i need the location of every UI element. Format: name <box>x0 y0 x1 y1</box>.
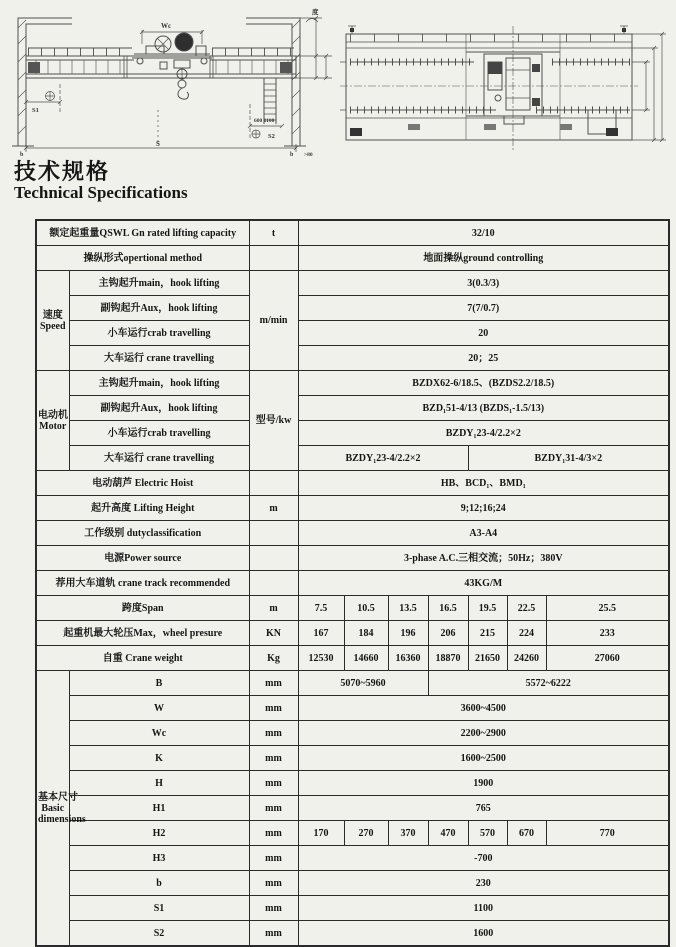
cell-value: 20；25 <box>298 346 669 371</box>
cell-value: 7(7/0.7) <box>298 296 669 321</box>
cell-value: 16.5 <box>428 596 468 621</box>
cell-label: 起升高度 Lifting Height <box>36 496 249 521</box>
left-wall <box>12 18 72 146</box>
row-dim-S2 <box>36 921 669 947</box>
row-crane-weight <box>36 646 669 671</box>
cell-value: 10.5 <box>344 596 388 621</box>
cell-value: 13.5 <box>388 596 428 621</box>
cell-value: BZDY₁23-4/2.2×2 <box>298 421 669 446</box>
cell-value: 43KG/M <box>298 571 669 596</box>
cell-value: 1900 <box>298 771 669 796</box>
cell-value: 2200~2900 <box>298 721 669 746</box>
cell-value: 7.5 <box>298 596 344 621</box>
cell-value: 12530 <box>298 646 344 671</box>
cell-label: 额定起重量QSWL Gn rated lifting capacity <box>36 220 249 246</box>
cell-label: H2 <box>69 821 249 846</box>
page-title-en: Technical Specifications <box>14 183 188 203</box>
cell-value: 1100 <box>298 896 669 921</box>
cell-value: 370 <box>388 821 428 846</box>
cell-value: A3-A4 <box>298 521 669 546</box>
right-end-truck <box>280 62 292 73</box>
cell-value: 196 <box>388 621 428 646</box>
row-dim-B <box>36 671 669 696</box>
cell-label: K <box>69 746 249 771</box>
cell-value: -700 <box>298 846 669 871</box>
cell-unit: Kg <box>249 646 298 671</box>
cell-unit: t <box>249 220 298 246</box>
row-rated-capacity <box>36 220 669 246</box>
cell-value: 233 <box>546 621 669 646</box>
row-dim-H3 <box>36 846 669 871</box>
cell-unit: mm <box>249 921 298 947</box>
cell-label: 电动葫芦 Electric Hoist <box>36 471 249 496</box>
row-electric-hoist <box>36 471 669 496</box>
cell-label: b <box>69 871 249 896</box>
trolley <box>132 33 212 99</box>
cell-value: 3-phase A.C.三相交流；50Hz；380V <box>298 546 669 571</box>
cell-value: 32/10 <box>298 220 669 246</box>
specification-table <box>35 219 670 947</box>
cell-label: Wc <box>69 721 249 746</box>
bridge-girder <box>26 56 296 78</box>
cell-value: BZDX62-6/18.5、(BZDS2.2/18.5) <box>298 371 669 396</box>
cell-value: 270 <box>344 821 388 846</box>
row-dim-Wc <box>36 721 669 746</box>
cell-unit <box>249 246 298 271</box>
cell-label: 副钩起升Aux，hook lifting <box>69 396 249 421</box>
plan-dimension-lines <box>340 32 666 142</box>
row-power-source <box>36 546 669 571</box>
hook-block <box>178 80 186 88</box>
motor <box>175 33 193 51</box>
page-title-zh: 技术规格 <box>14 159 111 184</box>
row-motor-crab <box>36 421 669 446</box>
row-dim-W <box>36 696 669 721</box>
cell-value: 206 <box>428 621 468 646</box>
cell-unit: mm <box>249 796 298 821</box>
cell-value: 24260 <box>507 646 546 671</box>
cell-value: 1600~2500 <box>298 746 669 771</box>
cell-unit <box>249 571 298 596</box>
cell-value: 18870 <box>428 646 468 671</box>
row-wheel-pressure <box>36 621 669 646</box>
cell-value: 20 <box>298 321 669 346</box>
cell-unit: m/min <box>249 271 298 371</box>
cell-unit: KN <box>249 621 298 646</box>
cell-label: H <box>69 771 249 796</box>
row-motor-main-hook <box>36 371 669 396</box>
cell-value: 3(0.3/3) <box>298 271 669 296</box>
hook <box>178 88 188 99</box>
cell-label: B <box>69 671 249 696</box>
row-crane-track <box>36 571 669 596</box>
cell-value: 167 <box>298 621 344 646</box>
cell-value: 25.5 <box>546 596 669 621</box>
dim-label-s2: S2 <box>268 133 275 140</box>
cell-value-b: BZDY₁31-4/3×2 <box>468 446 669 471</box>
cell-label: 荐用大车道轨 crane track recommended <box>36 571 249 596</box>
left-end-truck <box>28 62 40 73</box>
row-motor-crane <box>36 446 669 471</box>
dim-label-b-right: b <box>290 152 294 158</box>
dim-label-s1: S1 <box>32 107 39 114</box>
crane-plan-drawing <box>338 4 672 158</box>
row-dim-b <box>36 871 669 896</box>
cell-value: 1600 <box>298 921 669 947</box>
cell-unit: mm <box>249 846 298 871</box>
row-dim-H1 <box>36 796 669 821</box>
corner-note: >80 <box>304 152 313 158</box>
cell-value: 765 <box>298 796 669 821</box>
cell-label: S2 <box>69 921 249 947</box>
row-speed-main-hook <box>36 271 669 296</box>
cell-unit: mm <box>249 721 298 746</box>
row-dim-H <box>36 771 669 796</box>
cell-label: 工作级别 dutyclassification <box>36 521 249 546</box>
cell-unit <box>249 471 298 496</box>
cell-value-b: 5572~6222 <box>428 671 669 696</box>
cell-label: 自重 Crane weight <box>36 646 249 671</box>
row-dim-H2 <box>36 821 669 846</box>
group-basic-dimensions: 基本尺寸 Basic dimensions <box>36 671 69 947</box>
cell-label: 大车运行 crane travelling <box>69 346 249 371</box>
cell-value-a: 5070~5960 <box>298 671 428 696</box>
dim-label-b-left: b <box>20 152 24 158</box>
group-motor: 电动机 Motor <box>36 371 69 471</box>
cell-value: 170 <box>298 821 344 846</box>
buffers <box>348 26 628 34</box>
cell-value: 16360 <box>388 646 428 671</box>
ladder-dims-label: 600 1100 <box>254 118 275 124</box>
cell-unit: mm <box>249 871 298 896</box>
row-dim-K <box>36 746 669 771</box>
cell-unit: m <box>249 496 298 521</box>
cell-label: 起重机最大轮压Max，wheel presure <box>36 621 249 646</box>
crane-elevation-drawing <box>6 4 338 158</box>
wheel-block-left <box>350 128 362 136</box>
cell-value: 地面操纵ground controlling <box>298 246 669 271</box>
cell-label: H1 <box>69 796 249 821</box>
cell-value: 215 <box>468 621 507 646</box>
row-operational-method <box>36 246 669 271</box>
cell-label: 小车运行crab travelling <box>69 421 249 446</box>
cell-unit: mm <box>249 746 298 771</box>
cell-label: 主钩起升main，hook lifting <box>69 271 249 296</box>
cell-value: 27060 <box>546 646 669 671</box>
cell-unit: mm <box>249 771 298 796</box>
cell-value: 22.5 <box>507 596 546 621</box>
cell-value: 224 <box>507 621 546 646</box>
cell-value: 21650 <box>468 646 507 671</box>
cell-label: H3 <box>69 846 249 871</box>
row-dim-S1 <box>36 896 669 921</box>
row-motor-aux-hook <box>36 396 669 421</box>
cell-value: 9;12;16;24 <box>298 496 669 521</box>
dim-label-span: S <box>156 140 160 148</box>
cell-unit: mm <box>249 821 298 846</box>
group-speed: 速度 Speed <box>36 271 69 371</box>
cell-unit: mm <box>249 896 298 921</box>
row-duty-class <box>36 521 669 546</box>
cell-label: 小车运行crab travelling <box>69 321 249 346</box>
row-speed-crane <box>36 346 669 371</box>
row-speed-aux-hook <box>36 296 669 321</box>
cell-label: 大车运行 crane travelling <box>69 446 249 471</box>
camber-label: 度 <box>312 9 319 16</box>
cell-label: 主钩起升main，hook lifting <box>69 371 249 396</box>
wheel-block-right <box>606 128 618 136</box>
cell-label: S1 <box>69 896 249 921</box>
cell-value: 770 <box>546 821 669 846</box>
cell-unit: 型号/kw <box>249 371 298 471</box>
cell-value: 670 <box>507 821 546 846</box>
cell-value: 470 <box>428 821 468 846</box>
row-speed-crab <box>36 321 669 346</box>
cell-label: 电源Power source <box>36 546 249 571</box>
cell-unit <box>249 521 298 546</box>
cell-value: 19.5 <box>468 596 507 621</box>
cell-value-a: BZDY₁23-4/2.2×2 <box>298 446 468 471</box>
cell-value: 570 <box>468 821 507 846</box>
cell-label: 跨度Span <box>36 596 249 621</box>
cell-label: W <box>69 696 249 721</box>
cell-value: 3600~4500 <box>298 696 669 721</box>
cell-unit: m <box>249 596 298 621</box>
cell-value: HB、BCD₁、BMD₁ <box>298 471 669 496</box>
cell-label: 副钩起升Aux，hook lifting <box>69 296 249 321</box>
cell-unit: mm <box>249 671 298 696</box>
title-block <box>14 160 188 203</box>
row-lifting-height <box>36 496 669 521</box>
cell-value: 14660 <box>344 646 388 671</box>
cell-value: 230 <box>298 871 669 896</box>
cell-value: BZD₁51-4/13 (BZDS₁-1.5/13) <box>298 396 669 421</box>
dim-label-wc: Wc <box>160 22 172 30</box>
row-span <box>36 596 669 621</box>
cell-value: 184 <box>344 621 388 646</box>
cell-unit <box>249 546 298 571</box>
cell-label: 操纵形式opertional method <box>36 246 249 271</box>
cell-unit: mm <box>249 696 298 721</box>
